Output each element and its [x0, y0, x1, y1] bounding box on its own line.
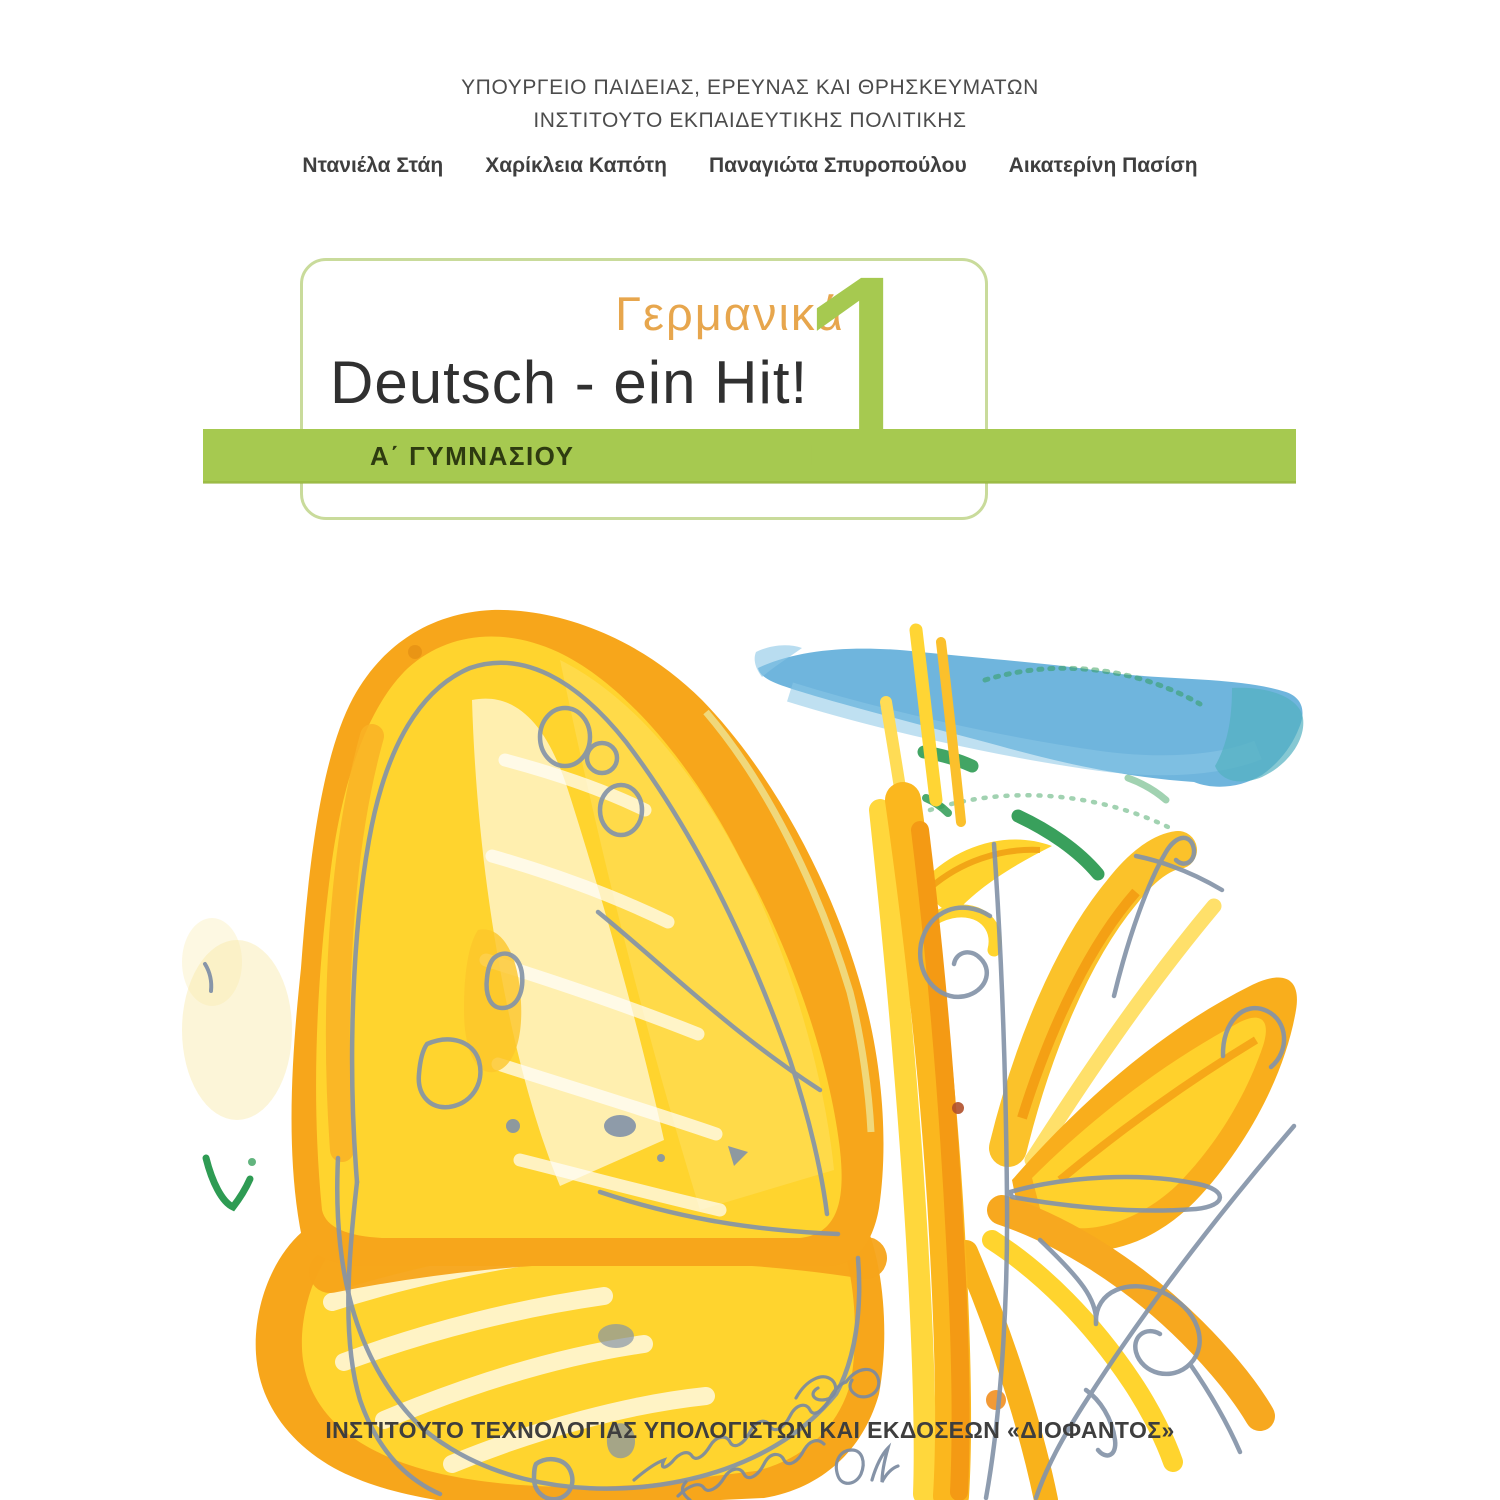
author-name: Παναγιώτα Σπυροπούλου	[709, 154, 967, 177]
publisher-line: ΙΝΣΤΙΤΟΥΤΟ ΤΕΧΝΟΛΟΓΙΑΣ ΥΠΟΛΟΓΙΣΤΩΝ ΚΑΙ ΕΚΔΟΣΕΩΝ «ΔΙΟΦΑΝΤΟΣ»	[325, 1417, 1175, 1443]
subject-label: Γερμανικά	[615, 287, 845, 340]
author-name: Χαρίκλεια Καπότη	[485, 154, 667, 177]
author-name: Ντανιέλα Στάη	[302, 154, 444, 177]
grade-band-label: Α΄ ΓΥΜΝΑΣΙΟΥ	[370, 441, 575, 471]
author-name: Αικατερίνη Πασίση	[1008, 154, 1198, 177]
book-title: Deutsch - ein Hit!	[330, 349, 809, 416]
ministry-line-1: ΥΠΟΥΡΓΕΙΟ ΠΑΙΔΕΙΑΣ, ΕΡΕΥΝΑΣ ΚΑΙ ΘΡΗΣΚΕΥΜΑΤΩΝ	[461, 76, 1039, 99]
ministry-line-2: ΙΝΣΤΙΤΟΥΤΟ ΕΚΠΑΙΔΕΥΤΙΚΗΣ ΠΟΛΙΤΙΚΗΣ	[533, 109, 967, 132]
authors-row	[0, 154, 1500, 178]
level-number: 1	[790, 219, 942, 523]
